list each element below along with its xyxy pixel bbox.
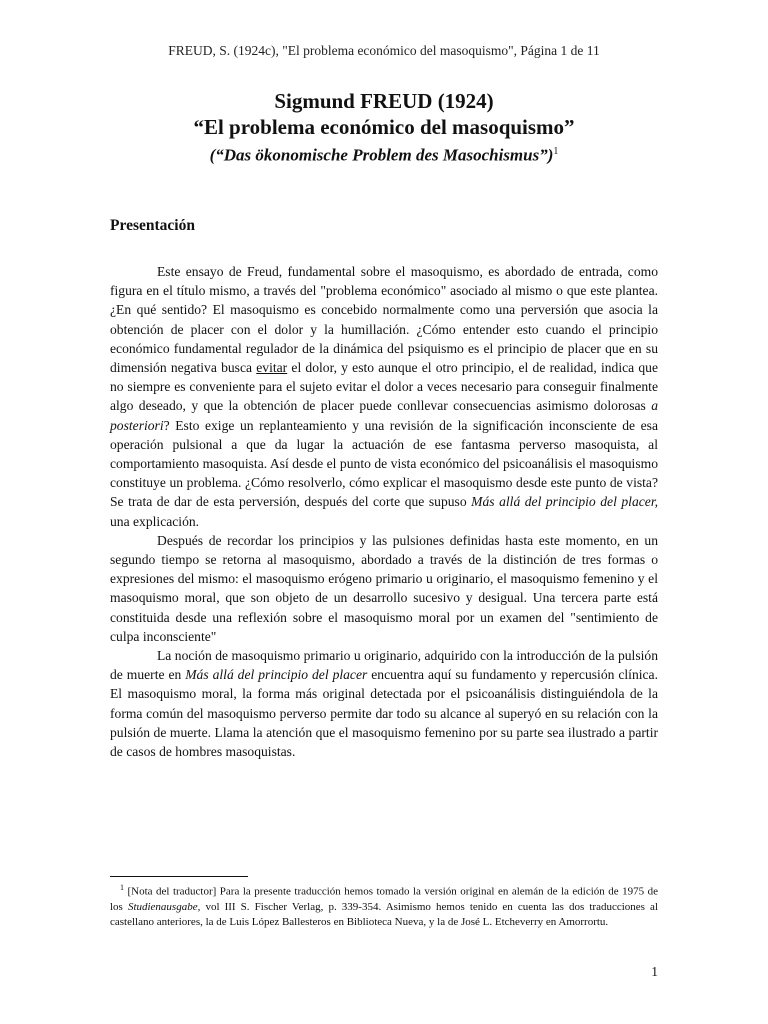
paragraph-1 (110, 262, 658, 531)
italic-phrase: a posteriori (110, 398, 658, 433)
title-block (0, 88, 768, 168)
footnote-divider (110, 876, 248, 877)
paragraph-1-text-c: ? Esto exige un replanteamiento y una revisión de la significación inconsciente de esa operación pulsional a que da lugar la actuación de ese fantasma perverso masoquista, al comportamiento masoquista. Así desde el punto de vista económico del psicoanálisis el masoquismo constituye un problema. ¿Cómo resolverlo, cómo explicar el masoquismo desde este punto de vista? Se trata de dar de esta perversión, después del corte que supuso (110, 417, 658, 510)
underlined-word: evitar (256, 360, 288, 376)
running-header: FREUD, S. (1924c), "El problema económico del masoquismo", Página 1 de 11 (168, 43, 600, 58)
paragraph-3 (110, 646, 658, 761)
footnote-text-a: [Nota del traductor] Para la presente traducción hemos tomado la versión original en alemán de la edición de 1975 de los (110, 885, 658, 913)
paragraph-1-text-a: Este ensayo de Freud, fundamental sobre el masoquismo, es abordado de entrada, como figura en el título mismo, a través del "problema económico" asociado al mismo o que este plantea. ¿En qué sentido? El masoquismo es concebido normalmente como una perversión que asocia la obtención de placer con el dolor y la humillación. ¿Cómo entender esto cuando el principio económico fundamental regulador de la dinámica del psiquismo es el principio de placer que en su dimensión negativa busca (110, 264, 658, 376)
page-number: 1 (651, 964, 658, 979)
paragraph-1-text-b: el dolor, y esto aunque el otro principio, el de realidad, indica que no siempre es conveniente para el sujeto evitar el dolor a veces necesario para conseguir finalmente algo deseado, y que la obtención de placer puede conllevar consecuencias asimismo dolorosas (110, 360, 658, 414)
author-title: Sigmund FREUD (1924) (274, 89, 494, 113)
paragraph-1-text-d: una explicación. (110, 513, 200, 529)
work-title-german-text: (“Das ökonomische Problem des Masochismus”) (209, 145, 554, 165)
work-title-spanish: “El problema económico del masoquismo” (193, 115, 575, 139)
footnote-reference[interactable]: 1 (553, 146, 559, 157)
paragraph-3-text-b: encuentra aquí su fundamento y repercusión clínica. El masoquismo moral, la forma más original detectada por el psicoanálisis distinguiéndola de la forma común del masoquismo perverso permite dar todo su alcance al superyó en su relación con la pulsión de muerte. Llama la atención que el masoquismo femenino por su parte sea ilustrado a partir de casos de hombres masoquistas. (110, 667, 658, 760)
section-heading: Presentación (110, 217, 195, 234)
footnote (110, 880, 658, 930)
paragraph-2: Después de recordar los principios y las pulsiones definidas hasta este momento, en un segundo tiempo se retorna al masoquismo, abordado a través de la distinción de tres formas o expresiones del mismo: el masoquismo erógeno primario u originario, el masoquismo femenino y el masoquismo moral, que son objeto de un desarrollo sucesivo y desigual. Una tercera parte está constituida desde una reflexión sobre el masoquismo moral por un examen del "sentimiento de culpa inconsciente" (110, 532, 658, 644)
italic-work-title: Más allá del principio del placer, (471, 494, 659, 510)
footnote-text (110, 880, 658, 930)
body-text (110, 262, 658, 761)
footnote-italic: Studienausgabe, (127, 900, 201, 913)
italic-work-title: Más allá del principio del placer (185, 667, 368, 683)
work-title-german (0, 140, 768, 168)
footnote-text-b: vol III S. Fischer Verlag, p. 339-354. Asimismo hemos tenido en cuenta las dos traducciones al castellano anteriores, la de Luis López Ballesteros en Biblioteca Nueva, y la de José L. Etcheverry en Amorrortu. (110, 900, 658, 928)
paragraph-3-text-a: La noción de masoquismo primario u originario, adquirido con la introducción de la pulsión de muerte en (110, 648, 658, 683)
footnote-marker: 1 (120, 883, 124, 892)
